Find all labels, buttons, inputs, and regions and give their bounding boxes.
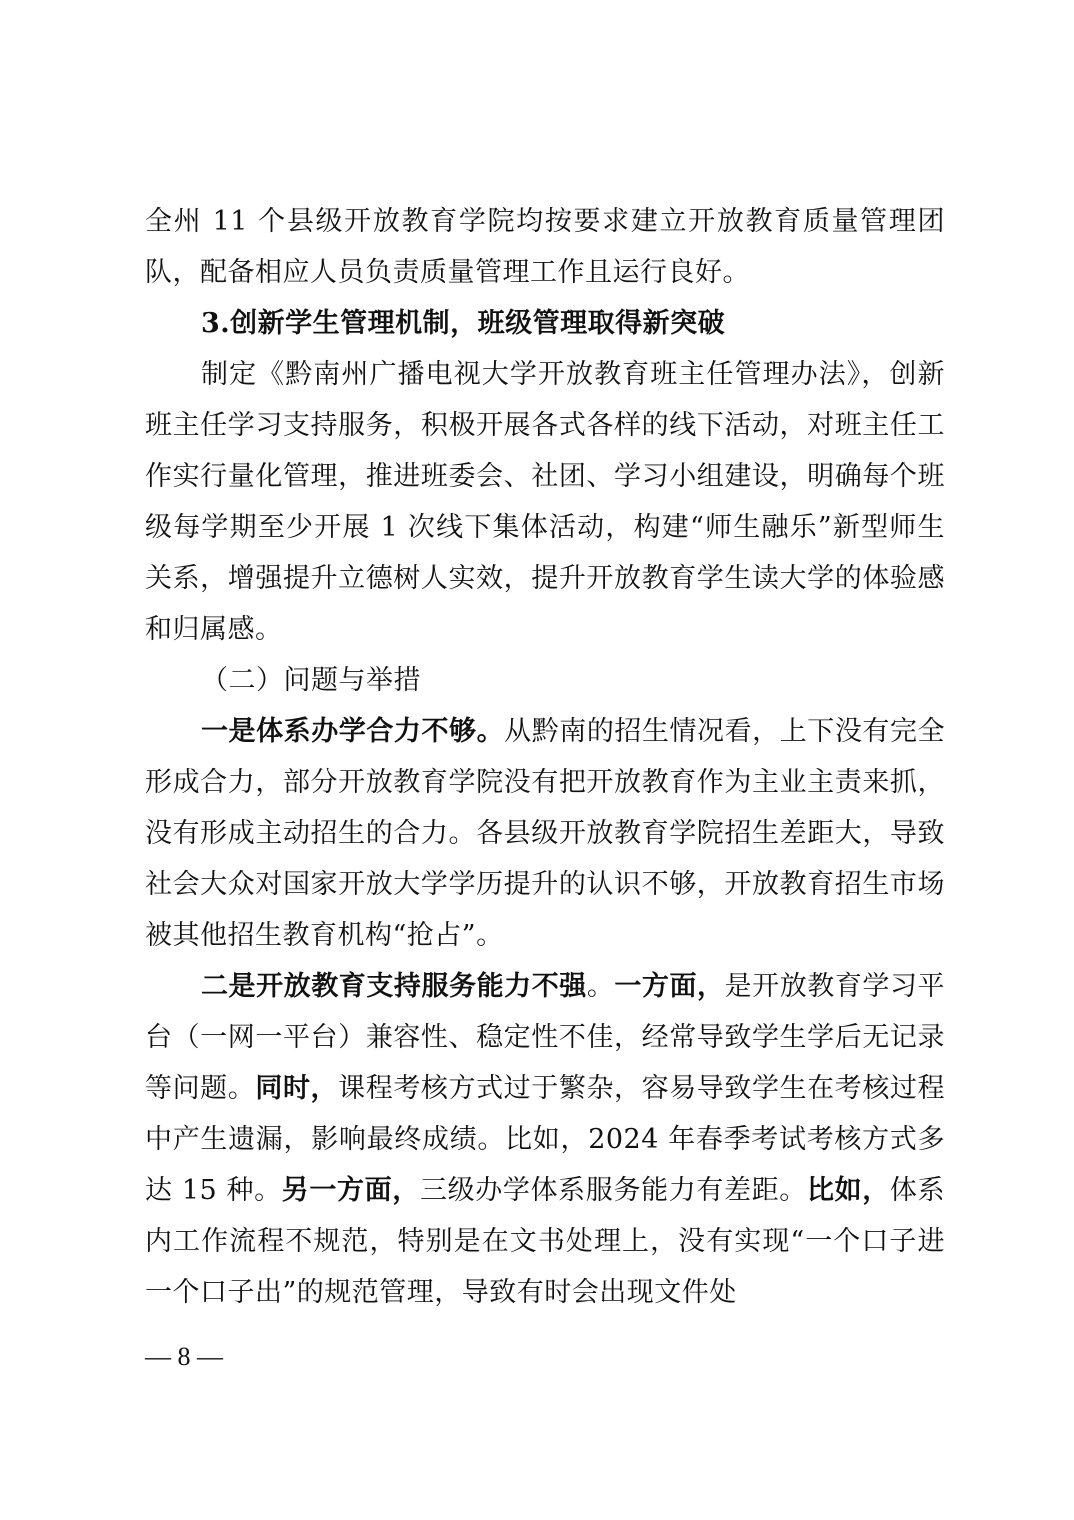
paragraph-text: 三级办学体系服务能力有差距。 — [419, 1175, 807, 1206]
paragraph-text: 。 — [586, 971, 615, 1002]
section-heading-student-management — [145, 298, 945, 349]
page-number: — 8 — — [145, 1342, 223, 1371]
bold-phrase: 一方面， — [614, 971, 725, 1002]
bold-phrase: 另一方面， — [281, 1175, 420, 1206]
bold-lead: 二是开放教育支持服务能力不强 — [201, 971, 587, 1002]
paragraph-text: 体系内工作流程不规范，特别是在文书处理上，没有实现“一个口子进一个口子出”的规范管理，导致有时会出现文件处 — [145, 1175, 946, 1308]
bold-phrase: 比如， — [806, 1175, 890, 1206]
paragraph-problem-one — [145, 706, 945, 961]
paragraph-text: 是开放教育学习平台（一网一平台）兼容性、稳定性不佳，经常导致学生学后无记录等问题。 — [145, 971, 946, 1104]
bold-lead: 一是体系办学合力不够。 — [201, 716, 505, 747]
paragraph-text: 制定《黔南州广播电视大学开放教育班主任管理办法》，创新班主任学习支持服务，积极开展各式各样的线下活动，对班主任工作实行量化管理，推进班委会、社团、学习小组建设，明确每个班级每学期至少开展 1 次线下集体活动，构建“师生融乐”新型师生关系，增强提升立德树人实效，提升开放教育学生读大学的体验感和归属感。 — [145, 359, 945, 645]
paragraph-class-management — [145, 349, 945, 655]
bold-phrase: 同时， — [255, 1073, 339, 1104]
heading-text: 3.创新学生管理机制，班级管理取得新突破 — [201, 308, 726, 339]
paragraph-text: 从黔南的招生情况看，上下没有完全形成合力，部分开放教育学院没有把开放教育作为主业主责来抓，没有形成主动招生的合力。各县级开放教育学院招生差距大，导致社会大众对国家开放大学学历提升的认识不够，开放教育招生市场被其他招生教育机构“抢占”。 — [145, 716, 946, 951]
document-body — [145, 196, 945, 1318]
section-heading-problems-measures — [145, 655, 945, 706]
paragraph-text: 课程考核方式过于繁杂，容易导致学生在考核过程中产生遗漏，影响最终成绩。比如，2024 年春季考试考核方式多达 15 种。 — [145, 1073, 946, 1206]
paragraph-quality-team — [145, 196, 945, 298]
heading-text: （二）问题与举措 — [201, 665, 421, 696]
paragraph-problem-two — [145, 961, 945, 1318]
paragraph-text: 全州 11 个县级开放教育学院均按要求建立开放教育质量管理团队，配备相应人员负责质量管理工作且运行良好。 — [145, 206, 945, 288]
